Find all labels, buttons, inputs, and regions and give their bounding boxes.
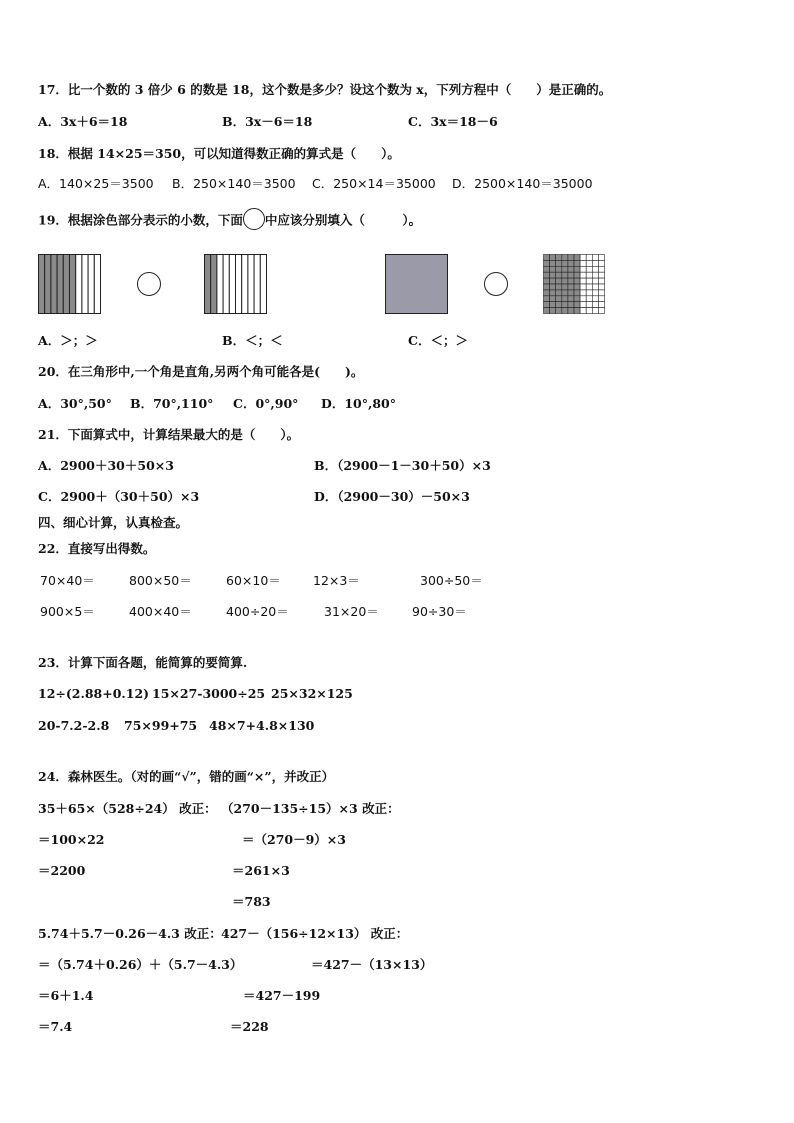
shaded-cell	[556, 284, 562, 290]
q18-stem: 18．根据 14×25＝350，可以知道得数正确的算式是（ ）。	[38, 146, 400, 161]
shaded-cell	[544, 284, 550, 290]
shaded-cell	[568, 278, 574, 284]
q18-option-a[interactable]: A．140×25＝3500	[38, 176, 154, 191]
q21-stem: 21．下面算式中，计算结果最大的是（ ）。	[38, 427, 300, 442]
blank-strip	[242, 255, 248, 314]
q24-p2-right-line: 427－（156÷12×13） 改正：	[221, 926, 409, 941]
shaded-cell	[574, 255, 580, 261]
blank-cell	[592, 290, 598, 296]
shaded-cell	[562, 260, 568, 266]
q20-stem: 20．在三角形中,一个角是直角,另两个角可能各是( )。	[38, 364, 364, 379]
q23-stem: 23．计算下面各题，能简算的要简算.	[38, 655, 248, 670]
blank-cell	[580, 308, 586, 314]
blank-cell	[580, 290, 586, 296]
shaded-whole	[386, 255, 448, 314]
shaded-cell	[562, 266, 568, 272]
q17-option-b[interactable]: B．3x－6＝18	[222, 114, 313, 129]
shaded-cell	[568, 272, 574, 278]
shaded-strip	[70, 255, 76, 314]
q24-p1-left-line: 35＋65×（528÷24） 改正：	[38, 801, 217, 816]
q23-item: 48×7+4.8×130	[209, 718, 315, 733]
shaded-cell	[562, 290, 568, 296]
shaded-cell	[562, 296, 568, 302]
q22-item: 60×10＝	[226, 573, 281, 588]
q21-option-c[interactable]: C．2900＋（30＋50）×3	[38, 489, 200, 504]
q22-item: 12×3＝	[313, 573, 360, 588]
figure-a-tenths	[38, 254, 101, 314]
compare-circle-2[interactable]	[484, 272, 508, 296]
shaded-cell	[574, 278, 580, 284]
blank-cell	[598, 284, 604, 290]
blank-strip	[254, 255, 260, 314]
q19-option-b[interactable]: B．＜；＜	[222, 333, 283, 348]
blank-strip	[94, 255, 100, 314]
shaded-cell	[568, 296, 574, 302]
shaded-cell	[568, 302, 574, 308]
q21-option-a[interactable]: A．2900＋30＋50×3	[38, 458, 174, 473]
blank-strip	[82, 255, 88, 314]
blank-cell	[580, 284, 586, 290]
blank-cell	[598, 302, 604, 308]
q19-stem	[38, 212, 421, 230]
shaded-strip	[205, 255, 211, 314]
q24-p1-right-line: （270－135÷15）×3 改正：	[221, 801, 400, 816]
q23-item: 12÷(2.88+0.12)	[38, 686, 150, 701]
blank-strip	[217, 255, 223, 314]
blank-cell	[592, 284, 598, 290]
blank-cell	[598, 260, 604, 266]
shaded-cell	[550, 260, 556, 266]
shaded-cell	[550, 266, 556, 272]
q21-option-d[interactable]: D．（2900－30）－50×3	[314, 489, 470, 504]
q22-item: 400×40＝	[129, 604, 192, 619]
shaded-cell	[550, 272, 556, 278]
blank-cell	[586, 308, 592, 314]
blank-cell	[586, 272, 592, 278]
shaded-cell	[550, 302, 556, 308]
q22-item: 900×5＝	[40, 604, 95, 619]
blank-strip	[260, 255, 266, 314]
blank-cell	[580, 255, 586, 261]
blank-cell	[580, 260, 586, 266]
section-four-heading: 四、细心计算，认真检查。	[38, 515, 189, 530]
blank-cell	[580, 296, 586, 302]
shaded-cell	[562, 255, 568, 261]
shaded-cell	[544, 308, 550, 314]
q24-p1-right-line: ＝261×3	[232, 863, 290, 878]
q23-item: 15×27-3000÷25	[152, 686, 266, 701]
q23-item: 75×99+75	[124, 718, 198, 733]
blank-strip	[248, 255, 254, 314]
q24-p1-left-line: ＝2200	[38, 863, 86, 878]
q22-item: 800×50＝	[129, 573, 192, 588]
shaded-cell	[574, 308, 580, 314]
shaded-cell	[550, 308, 556, 314]
q22-item: 400÷20＝	[226, 604, 289, 619]
blank-strip	[229, 255, 235, 314]
blank-cell	[598, 308, 604, 314]
blank-strip	[88, 255, 94, 314]
q18-option-d[interactable]: D．2500×140＝35000	[452, 176, 593, 191]
q19-stem-before: 19．根据涂色部分表示的小数，下面	[38, 212, 243, 228]
shaded-cell	[574, 290, 580, 296]
shaded-cell	[568, 266, 574, 272]
shaded-strip	[63, 255, 69, 314]
blank-cell	[592, 278, 598, 284]
q24-p2-left-line: 5.74＋5.7－0.26－4.3 改正：	[38, 926, 222, 941]
shaded-cell	[556, 272, 562, 278]
q19-option-c[interactable]: C．＜；＞	[408, 333, 468, 348]
compare-circle-1[interactable]	[137, 272, 161, 296]
shaded-cell	[544, 272, 550, 278]
shaded-cell	[556, 308, 562, 314]
q21-option-b[interactable]: B．（2900－1－30＋50）×3	[314, 458, 491, 473]
blank-strip	[236, 255, 242, 314]
shaded-cell	[544, 266, 550, 272]
shaded-cell	[556, 290, 562, 296]
q22-item: 70×40＝	[40, 573, 95, 588]
shaded-cell	[544, 255, 550, 261]
q24-p2-right-line: ＝427－199	[243, 988, 321, 1003]
q20-option-c[interactable]: C．0°,90°	[233, 396, 299, 411]
shaded-cell	[568, 290, 574, 296]
shaded-cell	[550, 278, 556, 284]
shaded-cell	[574, 302, 580, 308]
blank-strip	[223, 255, 229, 314]
shaded-cell	[544, 260, 550, 266]
blank-cell	[598, 278, 604, 284]
blank-cell	[586, 278, 592, 284]
shaded-cell	[544, 290, 550, 296]
blank-cell	[598, 272, 604, 278]
q24-p1-left-line: ＝100×22	[38, 832, 105, 847]
shaded-strip	[211, 255, 217, 314]
shaded-cell	[562, 278, 568, 284]
shaded-cell	[544, 278, 550, 284]
blank-cell	[586, 296, 592, 302]
blank-cell	[580, 278, 586, 284]
shaded-cell	[574, 284, 580, 290]
q22-stem: 22．直接写出得数。	[38, 541, 156, 556]
shaded-strip	[57, 255, 63, 314]
q24-p2-left-line: ＝（5.74＋0.26）＋（5.7－4.3）	[38, 957, 243, 972]
blank-cell	[592, 266, 598, 272]
q24-p1-right-line: ＝783	[232, 894, 271, 909]
q18-option-c[interactable]: C．250×14＝35000	[312, 176, 436, 191]
shaded-cell	[562, 272, 568, 278]
shaded-cell	[574, 266, 580, 272]
shaded-strip	[45, 255, 51, 314]
shaded-cell	[574, 272, 580, 278]
blank-cell	[586, 255, 592, 261]
shaded-cell	[556, 266, 562, 272]
blank-cell	[592, 272, 598, 278]
shaded-cell	[562, 284, 568, 290]
q19-stem-after: 中应该分别填入（ ）。	[264, 212, 422, 228]
q24-p1-right-line: ＝（270－9）×3	[242, 832, 346, 847]
blank-cell	[592, 255, 598, 261]
shaded-cell	[550, 290, 556, 296]
q24-p2-left-line: ＝7.4	[38, 1019, 73, 1034]
q23-item: 25×32×125	[271, 686, 353, 701]
shaded-cell	[556, 260, 562, 266]
blank-circle-icon	[243, 208, 265, 230]
shaded-cell	[556, 255, 562, 261]
shaded-cell	[544, 296, 550, 302]
blank-cell	[592, 296, 598, 302]
q17-option-c[interactable]: C．3x＝18－6	[408, 114, 498, 129]
q24-stem: 24．森林医生。（对的画“√”，错的画“×”，并改正）	[38, 769, 335, 784]
blank-cell	[592, 308, 598, 314]
blank-cell	[586, 266, 592, 272]
q17-stem: 17．比一个数的 3 倍少 6 的数是 18，这个数是多少？设这个数为 x，下列方程中（ ）是正确的。	[38, 82, 612, 97]
blank-cell	[586, 290, 592, 296]
blank-cell	[598, 290, 604, 296]
shaded-cell	[574, 260, 580, 266]
figure-d-hundredths-grid	[543, 254, 605, 314]
q19-option-a[interactable]: A．＞；＞	[38, 333, 98, 348]
shaded-cell	[550, 296, 556, 302]
shaded-cell	[574, 296, 580, 302]
blank-cell	[580, 302, 586, 308]
q20-option-b[interactable]: B．70°,110°	[130, 396, 214, 411]
blank-cell	[586, 302, 592, 308]
blank-strip	[76, 255, 82, 314]
q20-option-d[interactable]: D．10°,80°	[321, 396, 396, 411]
shaded-cell	[544, 302, 550, 308]
blank-cell	[580, 272, 586, 278]
blank-cell	[580, 266, 586, 272]
figure-c-whole-square	[385, 254, 448, 314]
q24-p2-right-line: ＝228	[230, 1019, 269, 1034]
q24-p2-left-line: ＝6＋1.4	[38, 988, 94, 1003]
shaded-cell	[562, 302, 568, 308]
blank-cell	[598, 296, 604, 302]
q22-item: 31×20＝	[324, 604, 379, 619]
blank-cell	[592, 260, 598, 266]
blank-cell	[598, 266, 604, 272]
figure-b-tenths	[204, 254, 267, 314]
shaded-strip	[51, 255, 57, 314]
shaded-cell	[568, 260, 574, 266]
q17-option-a[interactable]: A．3x＋6＝18	[38, 114, 128, 129]
shaded-cell	[568, 255, 574, 261]
shaded-cell	[550, 284, 556, 290]
blank-cell	[592, 302, 598, 308]
blank-cell	[586, 260, 592, 266]
q23-item: 20-7.2-2.8	[38, 718, 110, 733]
shaded-cell	[568, 284, 574, 290]
q22-item: 90÷30＝	[412, 604, 467, 619]
shaded-cell	[562, 308, 568, 314]
q20-option-a[interactable]: A．30°,50°	[38, 396, 112, 411]
q22-item: 300÷50＝	[420, 573, 483, 588]
shaded-cell	[556, 296, 562, 302]
shaded-cell	[556, 302, 562, 308]
shaded-cell	[568, 308, 574, 314]
blank-cell	[598, 255, 604, 261]
shaded-strip	[39, 255, 45, 314]
q18-option-b[interactable]: B．250×140＝3500	[172, 176, 296, 191]
shaded-cell	[556, 278, 562, 284]
q24-p2-right-line: ＝427－（13×13）	[311, 957, 433, 972]
blank-cell	[586, 284, 592, 290]
shaded-cell	[550, 255, 556, 261]
